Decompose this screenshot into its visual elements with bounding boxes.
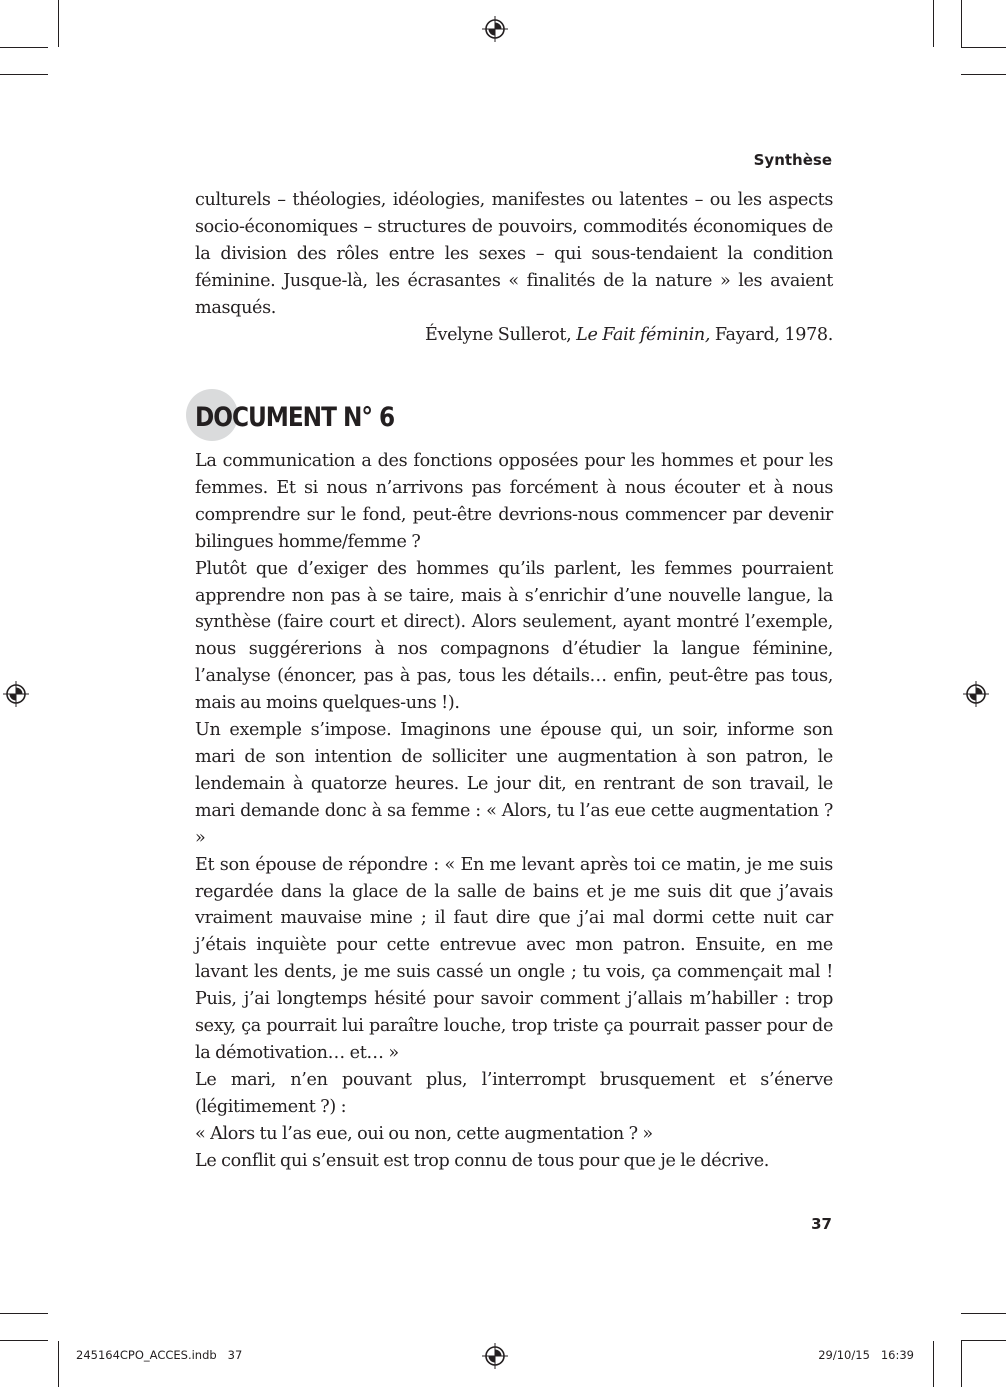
registration-mark-icon — [963, 681, 989, 707]
crop-mark — [933, 0, 934, 47]
body-paragraph: Un exemple s’impose. Imaginons une épouse qui, un soir, informe son mari de son intention de solliciter une augmentation à son patron, le lendemain à quatorze heures. Le jour dit, en rentrant de son travail, le mari demande donc à sa femme : « Alors, tu l’as eue cette augmentation ? » — [195, 720, 833, 848]
crop-mark — [961, 1313, 1006, 1314]
citation-title: Le Fait féminin, — [576, 324, 711, 345]
crop-mark — [0, 1340, 48, 1341]
body-paragraph: Et son épouse de répondre : « En me levant après toi ce matin, je me suis regardée dans la glace de la salle de bains et je me suis dit que j’avais vraiment mauvaise mine ; il faut dire que j’ai mal dormi cette nuit car j’étais inquiète pour cette entrevue avec mon patron. Ensuite, en me lavant les dents, je me suis cassé un ongle ; tu vois, ça commençait mal ! Puis, j’ai longtemps hésité pour savoir comment j’allais m’habiller : trop sexy, ça pourrait lui paraître louche, trop triste ça pourrait passer pour de la démotivation… et… » — [195, 854, 833, 1063]
page-number: 37 — [811, 1215, 832, 1233]
body-paragraph: Le conflit qui s’ensuit est trop connu de tous pour que je le décrive. — [195, 1150, 770, 1171]
crop-mark — [0, 47, 48, 48]
body-paragraph: « Alors tu l’as eue, oui ou non, cette augmentation ? » — [195, 1123, 653, 1144]
crop-mark — [0, 74, 48, 75]
registration-mark-icon — [3, 681, 29, 707]
body-paragraph: La communication a des fonctions opposées pour les hommes et pour les femmes. Et si nous n’arrivons pas forcément à nous écouter et à nous comprendre sur le fond, peut-être devrions-nous commencer par devenir bilingues homme/femme ? — [195, 451, 833, 552]
crop-mark — [961, 47, 1006, 48]
document-heading: DOCUMENT N° 6 — [195, 402, 395, 433]
crop-mark — [58, 0, 59, 47]
crop-mark — [961, 0, 962, 47]
citation-publisher: Fayard, 1978. — [714, 324, 833, 345]
source-citation — [195, 322, 833, 349]
crop-mark — [961, 74, 1006, 75]
citation-author: Évelyne Sullerot, — [425, 324, 572, 345]
crop-mark — [58, 1341, 59, 1387]
crop-mark — [961, 1340, 1006, 1341]
registration-mark-icon — [482, 1343, 508, 1369]
file-slug: 245164CPO_ACCES.indb 37 — [76, 1348, 243, 1362]
crop-mark — [0, 1313, 48, 1314]
previous-document-excerpt — [195, 187, 833, 348]
print-timestamp: 29/10/15 16:39 — [818, 1348, 914, 1362]
running-header: Synthèse — [753, 151, 832, 169]
body-paragraph: Le mari, n’en pouvant plus, l’interrompt brusquement et s’énerve (légitimement ?) : — [195, 1069, 833, 1117]
excerpt-paragraph: culturels – théologies, idéologies, manifestes ou latentes – ou les aspects socio-économiques – structures de pouvoirs, commodités économiques de la division des rôles entre les sexes – qui sous-tendaient la condition féminine. Jusque-là, les écrasantes « finalités de la nature » les avaient masqués. — [195, 190, 833, 318]
registration-mark-icon — [482, 16, 508, 42]
crop-mark — [933, 1341, 934, 1387]
document-body — [195, 448, 833, 1174]
crop-mark — [961, 1341, 962, 1387]
body-paragraph: Plutôt que d’exiger des hommes qu’ils parlent, les femmes pourraient apprendre non pas à se taire, mais à s’enrichir d’une nouvelle langue, la synthèse (faire court et direct). Alors seulement, ayant montré l’exemple, nous suggérerions à nos compagnons d’étudier la langue féminine, l’analyse (énoncer, pas à pas, tous les détails… enfin, peut-être pas tous, mais au moins quelques-uns !). — [195, 558, 833, 714]
